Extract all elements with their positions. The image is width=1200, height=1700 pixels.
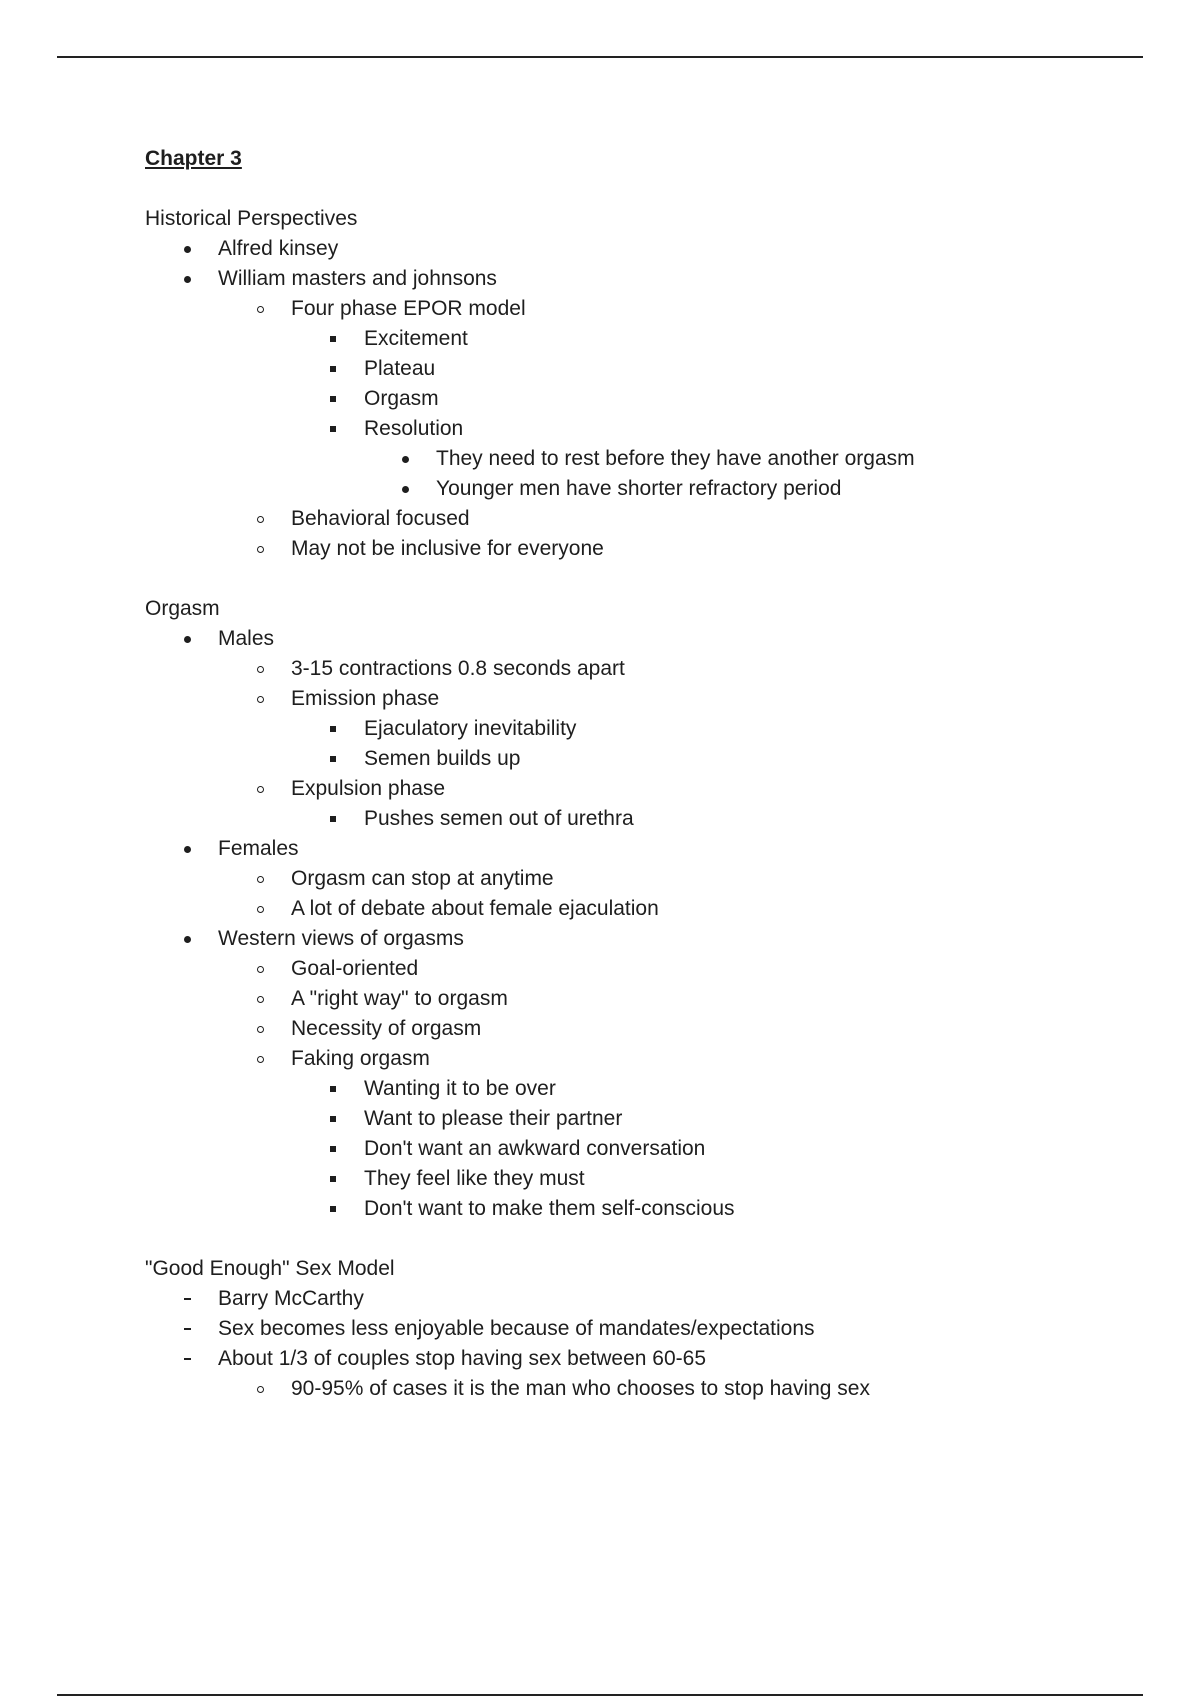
square-bullet-icon	[323, 384, 343, 414]
list-item-text: Alfred kinsey	[218, 237, 339, 260]
list-item-text: Wanting it to be over	[364, 1077, 556, 1100]
circle-bullet-icon	[250, 894, 270, 924]
circle-bullet-icon	[250, 864, 270, 894]
list-item-text: A lot of debate about female ejaculation	[291, 897, 659, 920]
list-item-text: Don't want to make them self-conscious	[364, 1197, 735, 1220]
square-bullet-icon	[323, 1194, 343, 1224]
circle-bullet-icon	[250, 534, 270, 564]
list-item	[145, 1164, 1145, 1194]
list-item-text: Excitement	[364, 327, 468, 350]
list-item-text: Behavioral focused	[291, 507, 470, 530]
dash-bullet-icon	[177, 1344, 197, 1374]
list-item-text: Males	[218, 627, 275, 650]
list-item-text: Faking orgasm	[291, 1047, 430, 1070]
square-bullet-icon	[323, 744, 343, 774]
chapter-title	[145, 144, 1145, 174]
bullet-icon	[395, 444, 415, 474]
list-item-text: Western views of orgasms	[218, 927, 464, 950]
blank-line	[145, 564, 1145, 594]
list-item	[145, 1134, 1145, 1164]
list-item-text: Want to please their partner	[364, 1107, 623, 1130]
circle-bullet-icon	[250, 1044, 270, 1074]
list-item	[145, 1194, 1145, 1224]
list-item	[145, 1104, 1145, 1134]
circle-bullet-icon	[250, 774, 270, 804]
list-item-text: 90-95% of cases it is the man who chooses to stop having sex	[291, 1377, 870, 1400]
list-item-text: They feel like they must	[364, 1167, 585, 1190]
list-item	[145, 984, 1145, 1014]
list-item	[145, 294, 1145, 324]
square-bullet-icon	[323, 414, 343, 444]
list-item	[145, 1284, 1145, 1314]
section-heading-orgasm	[145, 594, 1145, 624]
list-item	[145, 1374, 1145, 1404]
square-bullet-icon	[323, 714, 343, 744]
list-item-text: Ejaculatory inevitability	[364, 717, 577, 740]
list-item-text: Younger men have shorter refractory period	[436, 477, 842, 500]
list-item-text: Orgasm	[364, 387, 439, 410]
list-item	[145, 954, 1145, 984]
list-item	[145, 474, 1145, 504]
list-item	[145, 1044, 1145, 1074]
list-item-text: Barry McCarthy	[218, 1287, 364, 1310]
document-body	[145, 144, 1145, 1404]
heading-text: "Good Enough" Sex Model	[145, 1257, 395, 1280]
circle-bullet-icon	[250, 684, 270, 714]
list-item-text: Expulsion phase	[291, 777, 446, 800]
list-item-text: Orgasm can stop at anytime	[291, 867, 554, 890]
list-item-text: They need to rest before they have another orgasm	[436, 447, 915, 470]
square-bullet-icon	[323, 804, 343, 834]
list-item-text: A "right way" to orgasm	[291, 987, 508, 1010]
list-item	[145, 624, 1145, 654]
bullet-icon	[177, 264, 197, 294]
square-bullet-icon	[323, 324, 343, 354]
list-item-text: William masters and johnsons	[218, 267, 497, 290]
list-item-text: Semen builds up	[364, 747, 521, 770]
square-bullet-icon	[323, 1134, 343, 1164]
circle-bullet-icon	[250, 984, 270, 1014]
circle-bullet-icon	[250, 1374, 270, 1404]
list-item	[145, 324, 1145, 354]
list-item	[145, 924, 1145, 954]
square-bullet-icon	[323, 354, 343, 384]
circle-bullet-icon	[250, 954, 270, 984]
circle-bullet-icon	[250, 294, 270, 324]
list-item-text: Resolution	[364, 417, 464, 440]
list-item	[145, 1014, 1145, 1044]
dash-bullet-icon	[177, 1314, 197, 1344]
list-item-text: May not be inclusive for everyone	[291, 537, 604, 560]
list-item	[145, 684, 1145, 714]
list-item-text: Four phase EPOR model	[291, 297, 526, 320]
list-item	[145, 234, 1145, 264]
blank-line	[145, 1224, 1145, 1254]
list-item	[145, 414, 1145, 444]
list-item	[145, 804, 1145, 834]
list-item-text: Sex becomes less enjoyable because of mandates/expectations	[218, 1317, 815, 1340]
list-item	[145, 1074, 1145, 1104]
list-item	[145, 1314, 1145, 1344]
list-item	[145, 534, 1145, 564]
list-item	[145, 894, 1145, 924]
square-bullet-icon	[323, 1164, 343, 1194]
list-item	[145, 1344, 1145, 1374]
bullet-icon	[177, 924, 197, 954]
section-heading-good-enough	[145, 1254, 1145, 1284]
list-item-text: Don't want an awkward conversation	[364, 1137, 706, 1160]
circle-bullet-icon	[250, 1014, 270, 1044]
list-item	[145, 834, 1145, 864]
list-item-text: Emission phase	[291, 687, 440, 710]
bullet-icon	[395, 474, 415, 504]
list-item-text: Females	[218, 837, 299, 860]
list-item	[145, 384, 1145, 414]
square-bullet-icon	[323, 1074, 343, 1104]
section-heading-historical	[145, 204, 1145, 234]
list-item	[145, 744, 1145, 774]
list-item-text: Plateau	[364, 357, 436, 380]
circle-bullet-icon	[250, 654, 270, 684]
footer-rule	[57, 1694, 1143, 1696]
list-item	[145, 444, 1145, 474]
heading-text: Historical Perspectives	[145, 207, 358, 230]
heading-text: Orgasm	[145, 597, 220, 620]
circle-bullet-icon	[250, 504, 270, 534]
list-item	[145, 504, 1145, 534]
bullet-icon	[177, 234, 197, 264]
list-item	[145, 864, 1145, 894]
list-item-text: Necessity of orgasm	[291, 1017, 482, 1040]
dash-bullet-icon	[177, 1284, 197, 1314]
chapter-title-text: Chapter 3	[145, 147, 242, 170]
list-item-text: About 1/3 of couples stop having sex between 60-65	[218, 1347, 707, 1370]
list-item	[145, 654, 1145, 684]
square-bullet-icon	[323, 1104, 343, 1134]
list-item-text: Pushes semen out of urethra	[364, 807, 634, 830]
list-item	[145, 354, 1145, 384]
list-item-text: Goal-oriented	[291, 957, 419, 980]
list-item	[145, 714, 1145, 744]
list-item	[145, 264, 1145, 294]
blank-line	[145, 174, 1145, 204]
header-rule	[57, 56, 1143, 58]
bullet-icon	[177, 834, 197, 864]
list-item	[145, 774, 1145, 804]
bullet-icon	[177, 624, 197, 654]
list-item-text: 3-15 contractions 0.8 seconds apart	[291, 657, 625, 680]
